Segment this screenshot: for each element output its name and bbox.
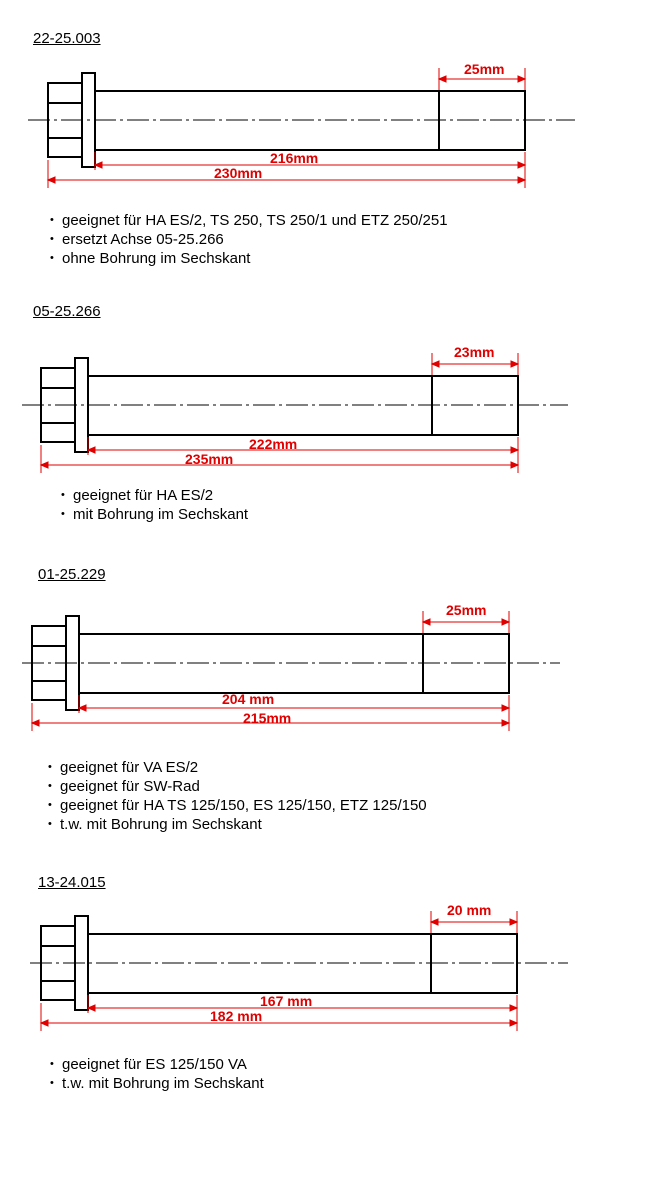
shaft-length-label: 167 mm	[260, 993, 313, 1009]
note-item: • t.w. mit Bohrung im Sechskant	[48, 815, 427, 834]
axle-drawing	[0, 285, 660, 485]
notes-list	[48, 758, 427, 834]
note-item: • ersetzt Achse 05-25.266	[50, 230, 448, 249]
note-item: • geeignet für ES 125/150 VA	[50, 1055, 264, 1074]
part-number: 01-25.229	[38, 566, 106, 583]
end-length-label: 25mm	[464, 61, 505, 77]
note-item: • t.w. mit Bohrung im Sechskant	[50, 1074, 264, 1093]
dimension-lines	[41, 353, 518, 473]
total-length-label: 182 mm	[210, 1008, 263, 1024]
note-item: • geeignet für VA ES/2	[48, 758, 427, 777]
notes-list	[50, 1055, 264, 1093]
note-item: • geeignet für HA ES/2	[61, 486, 248, 505]
axle-drawing	[0, 0, 660, 200]
note-item: • geeignet für HA TS 125/150, ES 125/150, ETZ 125/150	[48, 796, 427, 815]
part-number: 05-25.266	[33, 303, 101, 320]
part-number: 22-25.003	[33, 30, 101, 47]
total-length-label: 235mm	[185, 451, 234, 467]
notes-list	[50, 211, 448, 268]
axle-drawing	[0, 543, 660, 743]
total-length-label: 215mm	[243, 710, 292, 726]
note-item: • mit Bohrung im Sechskant	[61, 505, 248, 524]
end-length-label: 23mm	[454, 344, 495, 360]
note-item: • geeignet für SW-Rad	[48, 777, 427, 796]
notes-list	[61, 486, 248, 524]
shaft-length-label: 222mm	[249, 436, 298, 452]
end-length-label: 20 mm	[447, 902, 492, 918]
shaft-length-label: 216mm	[270, 150, 319, 166]
shaft-length-label: 204 mm	[222, 691, 275, 707]
dimension-lines	[48, 68, 525, 188]
end-length-label: 25mm	[446, 602, 487, 618]
part-number: 13-24.015	[38, 874, 106, 891]
note-item: • geeignet für HA ES/2, TS 250, TS 250/1 und ETZ 250/251	[50, 211, 448, 230]
dimension-lines	[41, 911, 517, 1031]
total-length-label: 230mm	[214, 165, 263, 181]
axle-drawing	[0, 843, 660, 1043]
note-item: • ohne Bohrung im Sechskant	[50, 249, 448, 268]
